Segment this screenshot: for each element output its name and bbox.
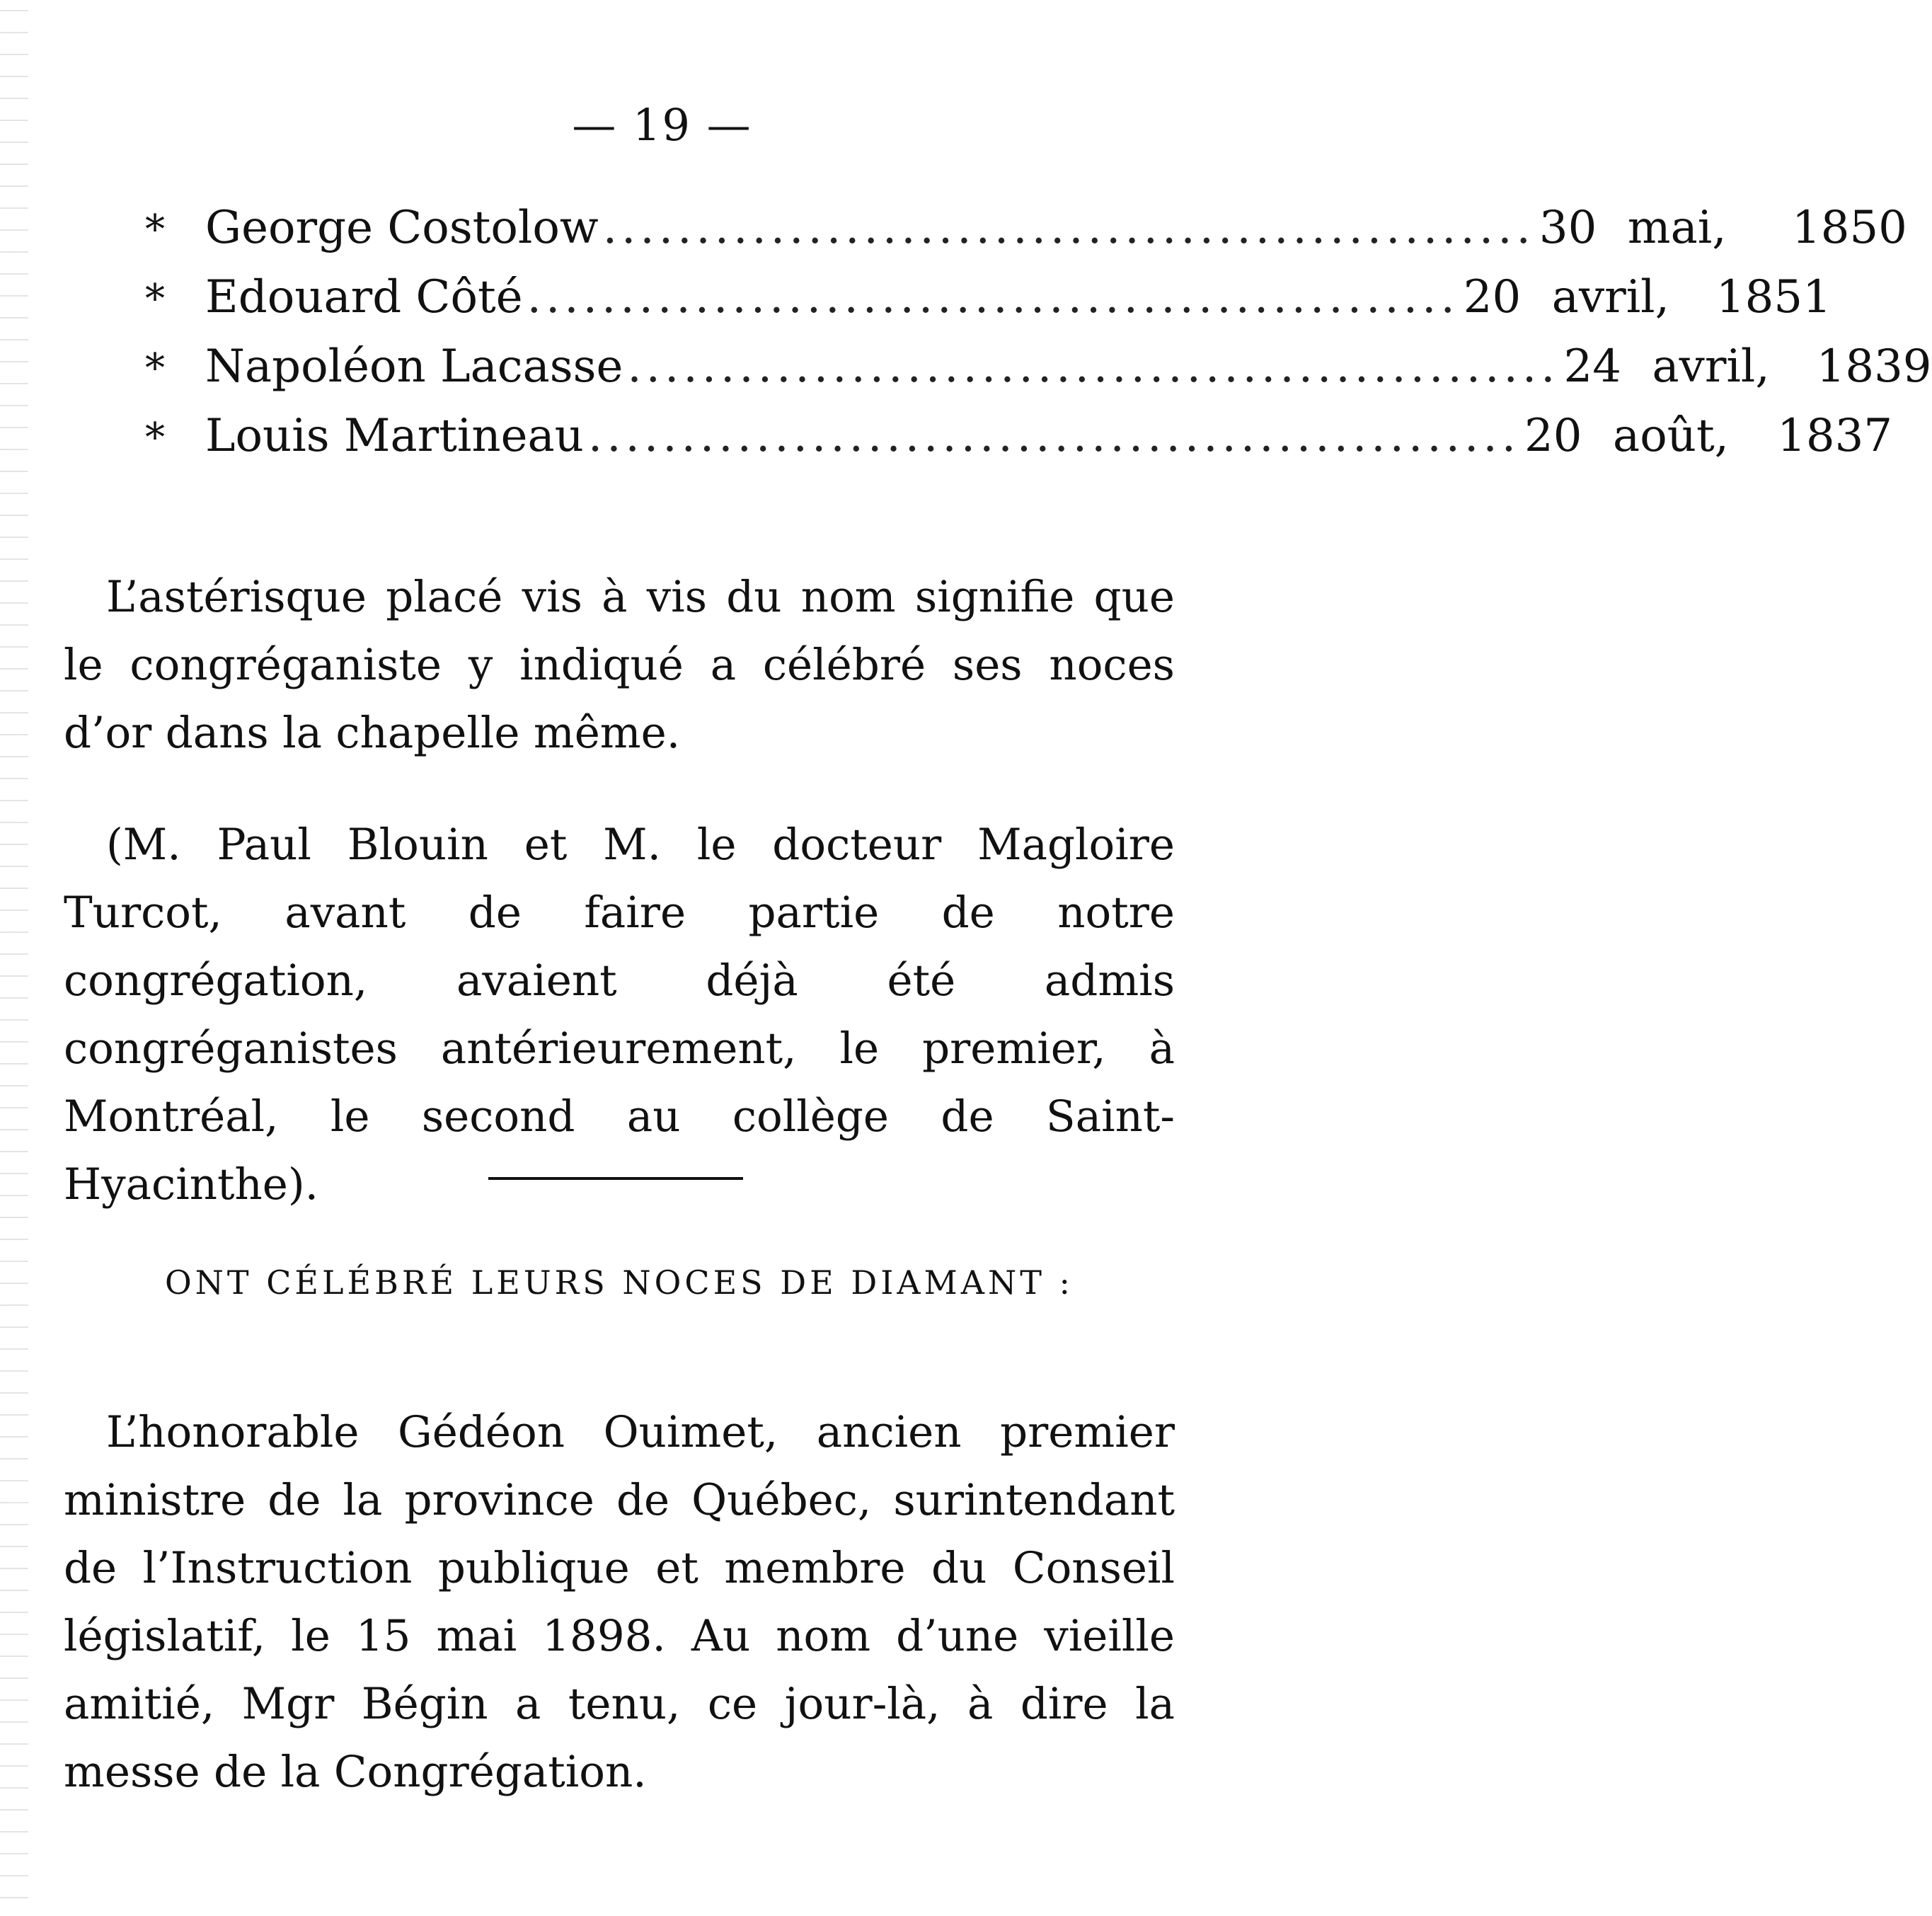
dot-leader: .................................................. bbox=[587, 410, 1521, 462]
scanned-page-edge bbox=[0, 0, 28, 1916]
asterisk-marker: * bbox=[145, 276, 165, 322]
entry-day: 24 bbox=[1563, 340, 1621, 393]
page-number: — 19 — bbox=[572, 99, 752, 151]
blouin-note-paragraph bbox=[64, 811, 1175, 1219]
entry-name: George Costolow bbox=[205, 202, 599, 254]
dot-leader: .................................................. bbox=[527, 271, 1459, 323]
entry-month: mai, bbox=[1627, 202, 1727, 254]
dot-leader: .................................................. bbox=[602, 202, 1535, 254]
asterisk-marker: * bbox=[145, 415, 165, 461]
list-item bbox=[145, 340, 1932, 410]
entry-name: Napoléon Lacasse bbox=[205, 340, 623, 393]
list-item bbox=[145, 410, 1893, 479]
list-item bbox=[145, 271, 1832, 340]
section-heading: ONT CÉLÉBRÉ LEURS NOCES DE DIAMANT : bbox=[164, 1263, 1074, 1302]
blouin-note-text: (M. Paul Blouin et M. le docteur Magloire Turcot, avant de faire partie de notre congrégation, avaient déjà été admis congréganistes antérieurement, le premier, à Montréal, le second au collège de Saint-Hyacinthe). bbox=[64, 820, 1175, 1210]
asterisk-marker: * bbox=[145, 207, 165, 253]
ouimet-note-paragraph bbox=[64, 1399, 1175, 1806]
entry-month: avril, bbox=[1652, 340, 1770, 393]
entry-year: 1839 bbox=[1816, 340, 1932, 393]
entry-year: 1850 bbox=[1792, 202, 1907, 254]
dot-leader: .................................................. bbox=[627, 340, 1560, 393]
asterisk-note-text: L’astérisque placé vis à vis du nom signifie que le congréganiste y indiqué a célébré ses noces d’or dans la chapelle même. bbox=[64, 572, 1175, 758]
entry-day: 20 bbox=[1463, 271, 1522, 323]
jubilee-list bbox=[145, 202, 1932, 479]
entry-year: 1837 bbox=[1777, 410, 1893, 462]
ouimet-note-text: L’honorable Gédéon Ouimet, ancien premier ministre de la province de Québec, surintendant de l’Instruction publique et membre du Conseil législatif, le 15 mai 1898. Au nom d’une vieille amitié, Mgr Bégin a tenu, ce jour-là, à dire la messe de la Congrégation. bbox=[64, 1407, 1175, 1797]
entry-name: Louis Martineau bbox=[205, 410, 584, 462]
asterisk-note-paragraph bbox=[64, 563, 1175, 767]
entry-year: 1851 bbox=[1715, 271, 1832, 323]
entry-name: Edouard Côté bbox=[205, 271, 523, 323]
entry-month: avril, bbox=[1551, 271, 1669, 323]
entry-day: 20 bbox=[1524, 410, 1582, 462]
list-item bbox=[145, 202, 1907, 271]
entry-day: 30 bbox=[1539, 202, 1597, 254]
entry-month: août, bbox=[1613, 410, 1729, 462]
section-divider bbox=[488, 1177, 743, 1180]
asterisk-marker: * bbox=[145, 345, 165, 391]
